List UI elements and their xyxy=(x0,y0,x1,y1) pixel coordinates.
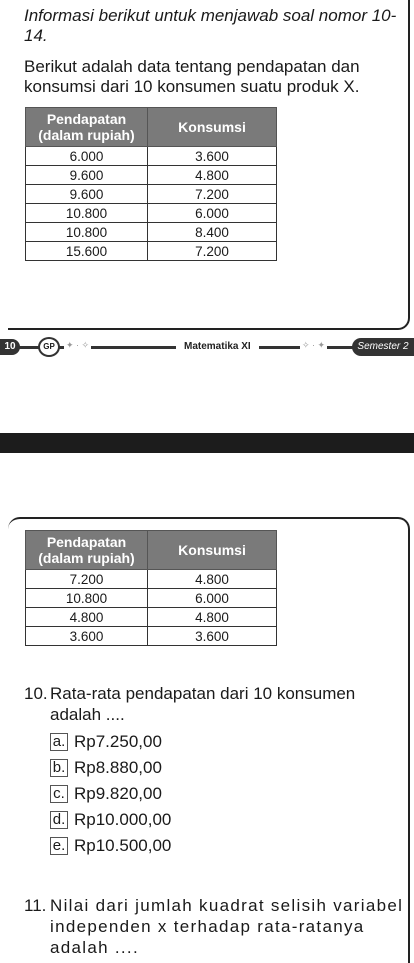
table-header-row xyxy=(26,531,277,570)
question-text: Nilai dari jumlah kuadrat selisih variabel independen x terhadap rata-ratanya adalah .... xyxy=(50,896,404,957)
data-table-2 xyxy=(25,530,277,646)
cell-pendapatan: 9.600 xyxy=(26,166,148,185)
table-row xyxy=(26,223,277,242)
table-row xyxy=(26,608,277,627)
header-pendapatan: Pendapatan (dalam rupiah) xyxy=(26,108,148,147)
header-konsumsi: Konsumsi xyxy=(148,108,277,147)
table-row xyxy=(26,627,277,646)
page-separator-band xyxy=(0,433,414,453)
page-footer xyxy=(0,336,414,358)
option-b[interactable] xyxy=(50,755,350,781)
footer-book-title: Matematika XI xyxy=(176,338,259,356)
header-pendapatan: Pendapatan (dalam rupiah) xyxy=(26,531,148,570)
option-text: Rp7.250,00 xyxy=(74,732,162,751)
intro-text: Informasi berikut untuk menjawab soal nomor 10-14. xyxy=(24,6,397,45)
option-text: Rp10.500,00 xyxy=(74,836,172,855)
cell-konsumsi: 4.800 xyxy=(148,608,277,627)
cell-konsumsi: 3.600 xyxy=(148,147,277,166)
cell-konsumsi: 4.800 xyxy=(148,166,277,185)
cell-konsumsi: 3.600 xyxy=(148,627,277,646)
table-row xyxy=(26,166,277,185)
option-letter: c. xyxy=(50,785,68,803)
option-letter: e. xyxy=(50,837,68,855)
option-letter: b. xyxy=(50,759,68,777)
option-text: Rp8.880,00 xyxy=(74,758,162,777)
header-konsumsi: Konsumsi xyxy=(148,531,277,570)
option-text: Rp10.000,00 xyxy=(74,810,172,829)
cell-konsumsi: 7.200 xyxy=(148,242,277,261)
question-10 xyxy=(24,683,408,725)
cell-pendapatan: 4.800 xyxy=(26,608,148,627)
cell-pendapatan: 10.800 xyxy=(26,223,148,242)
publisher-logo-icon: GP xyxy=(38,337,60,357)
cell-konsumsi: 6.000 xyxy=(148,204,277,223)
sparkle-icon: ✧ · ✦ xyxy=(302,340,326,350)
question-text: Rata-rata pendapatan dari 10 konsumen adalah .... xyxy=(50,684,356,724)
cell-konsumsi: 6.000 xyxy=(148,589,277,608)
sparkle-icon: ✦ · ✧ xyxy=(66,340,90,350)
option-text: Rp9.820,00 xyxy=(74,784,162,803)
table-row xyxy=(26,185,277,204)
description-text: Berikut adalah data tentang pendapatan dan konsumsi dari 10 konsumen suatu produk X. xyxy=(24,57,360,96)
question-number: 10. xyxy=(24,684,48,703)
cell-konsumsi: 7.200 xyxy=(148,185,277,204)
cell-pendapatan: 3.600 xyxy=(26,627,148,646)
table-row xyxy=(26,204,277,223)
option-letter: a. xyxy=(50,733,68,751)
cell-konsumsi: 4.800 xyxy=(148,570,277,589)
table-row xyxy=(26,570,277,589)
page-top xyxy=(0,0,414,350)
option-letter: d. xyxy=(50,811,68,829)
option-c[interactable] xyxy=(50,781,350,807)
option-e[interactable] xyxy=(50,833,350,859)
cell-pendapatan: 6.000 xyxy=(26,147,148,166)
question-number: 11. xyxy=(24,896,47,915)
cell-konsumsi: 8.400 xyxy=(148,223,277,242)
table-row xyxy=(26,242,277,261)
page-number: 10 xyxy=(0,339,20,355)
table-row xyxy=(26,589,277,608)
table-header-row xyxy=(26,108,277,147)
question-11 xyxy=(24,895,408,958)
option-d[interactable] xyxy=(50,807,350,833)
option-a[interactable] xyxy=(50,729,350,755)
question-10-options xyxy=(50,729,350,859)
cell-pendapatan: 15.600 xyxy=(26,242,148,261)
data-table-1 xyxy=(25,107,277,261)
table-row xyxy=(26,147,277,166)
cell-pendapatan: 10.800 xyxy=(26,589,148,608)
cell-pendapatan: 10.800 xyxy=(26,204,148,223)
cell-pendapatan: 9.600 xyxy=(26,185,148,204)
cell-pendapatan: 7.200 xyxy=(26,570,148,589)
semester-label: Semester 2 xyxy=(352,338,414,356)
